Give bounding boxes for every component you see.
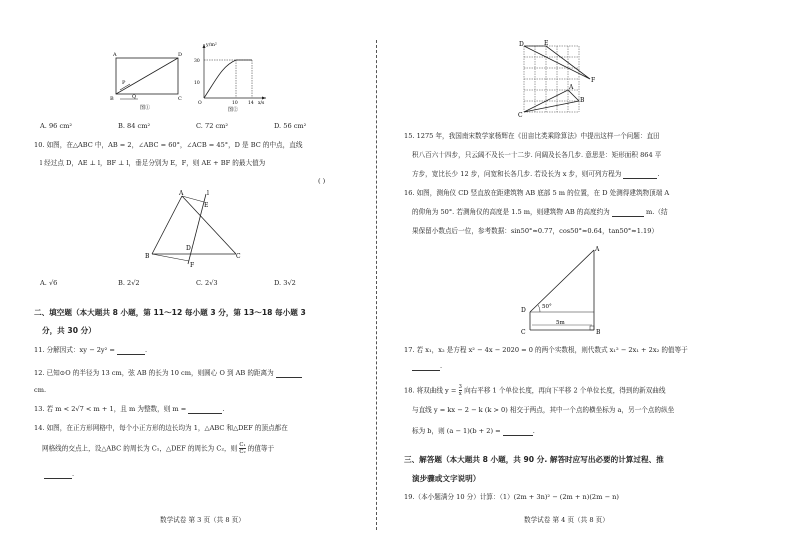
q16-label: 的仰角为 50°. 若测角仪的高度是 1.5 m，则建筑物 AB 的高度约为	[412, 208, 610, 216]
fig9-label-b: B	[110, 96, 114, 102]
section-2-heading-line1: 二、填空题（本大题共 8 小题，第 11～12 每小题 3 分，第 13～18 每小题 3	[34, 308, 306, 317]
fig10-label-d: D	[186, 245, 191, 252]
section-3-heading-line1: 三、解答题（本大题共 8 小题，共 90 分. 解答时应写出必要的计算过程、推	[404, 455, 664, 464]
figure-9-graph	[190, 40, 270, 112]
fig9-sub-1: 图①	[140, 105, 151, 110]
figure-10-triangle	[140, 188, 245, 270]
q16-label-b: m.（结	[646, 208, 668, 216]
q12-answer-blank[interactable]	[276, 370, 302, 378]
q18-fraction	[459, 384, 462, 397]
q18-label-b: 向右平移 1 个单位长度，再向下平移 2 个单位长度，得到的新双曲线	[464, 386, 666, 395]
fig16-label-b: B	[596, 329, 601, 336]
fig10-label-c: C	[236, 253, 241, 260]
fig10-label-l: l	[207, 190, 209, 197]
q18-text-line2: 与直线 y = kx − 2 − k (k > 0) 相交于两点，其中一个点的横坐标为 a，另一个点的纵坐	[412, 406, 675, 414]
q9-option-b[interactable]: B. 84 cm²	[118, 122, 151, 130]
q19-text: 19.（本小题满分 10 分）计算：（1）(2m + 3n)² − (2m + n)(2m − n)	[404, 493, 619, 501]
fig9-origin: O	[198, 101, 202, 106]
fig9-tick-10x: 10	[232, 101, 238, 106]
q12-label: 12. 已知⊙O 的半径为 13 cm，弦 AB 的长为 10 cm，则圆心 O 到 AB 的距离为	[34, 369, 274, 377]
q10-option-d[interactable]: D. 3√2	[274, 279, 296, 287]
section-3-heading-line2: 演步骤或文字说明）	[412, 474, 481, 483]
fig14-label-e: E	[544, 40, 549, 47]
q18-text-line1	[404, 384, 665, 397]
fig9-tick-30: 30	[194, 59, 200, 64]
fig14-label-b: B	[580, 97, 585, 104]
q13-text: 13. 若 m < 2√7 < m + 1，且 m 为整数，则 m = .	[34, 405, 225, 413]
fig10-label-a: A	[179, 190, 184, 197]
q18-frac-den: x	[458, 391, 462, 397]
fig16-distance-label: 5m	[556, 320, 565, 326]
fig9-label-p: P	[122, 80, 126, 86]
q17-answer-blank[interactable]	[412, 363, 440, 371]
q14-frac-den: C₂	[239, 449, 246, 455]
page-4	[378, 0, 794, 560]
q16-answer-blank[interactable]	[612, 209, 644, 217]
q15-text-line2: 积八百六十四步，只云阔不及长一十二步. 问阔及长各几步. 意思是：矩形面积 864 平	[412, 151, 662, 159]
q10-option-b[interactable]: B. 2√2	[118, 279, 140, 287]
section-2-heading-line2: 分，共 30 分）	[42, 326, 96, 335]
q16-text-line1: 16. 如图，测角仪 CD 竖直放在距建筑物 AB 底部 5 m 的位置，在 D 处测得建筑物顶端 A	[404, 189, 670, 197]
q14-label-a: 网格线的交点上，设△ABC 的周长为 C₁，△DEF 的周长为 C₂，则	[42, 444, 238, 453]
q14-fraction	[239, 442, 245, 455]
page-3	[0, 0, 375, 560]
q14-answer-blank[interactable]	[44, 471, 72, 479]
q11-text: 11. 分解因式：xy − 2y² = .	[34, 346, 148, 354]
q16-text-line3: 果保留小数点后一位，参考数据：sin50°≈0.77，cos50°≈0.64，tan50°≈1.19）	[412, 227, 658, 235]
fig16-angle-label: 50°	[542, 304, 552, 310]
fig10-label-f: F	[190, 262, 195, 269]
q14-text-line2	[42, 442, 274, 455]
fig16-label-d: D	[521, 307, 526, 314]
q16-text-line2	[412, 208, 668, 217]
q14-frac-num: C₁	[239, 442, 246, 448]
q10-option-c[interactable]: C. 2√3	[196, 279, 218, 287]
q10-text-line1: 10. 如图，在△ABC 中，AB = 2，∠ABC = 60°，∠ACB = 45°，D 是 BC 的中点，直线	[34, 141, 303, 149]
q12-text-line2: cm.	[34, 386, 47, 394]
q9-option-d[interactable]: D. 56 cm²	[274, 122, 307, 130]
q11-label: 11. 分解因式：xy − 2y² =	[34, 346, 115, 354]
q12-text-line1	[34, 369, 302, 378]
q14-label-b: 的值等于	[247, 444, 275, 453]
q17-text: 17. 若 x₁，x₂ 是方程 x² − 4x − 2020 = 0 的两个实数根，则代数式 x₁² − 2x₁ + 2x₂ 的值等于	[404, 346, 688, 354]
fig14-label-d: D	[519, 41, 524, 48]
page-divider	[376, 40, 377, 530]
fig9-label-a: A	[113, 52, 117, 58]
fig16-label-c: C	[521, 329, 526, 336]
q17-answer-line: .	[412, 362, 442, 371]
fig9-xlabel: x/s	[258, 101, 265, 106]
fig9-tick-10y: 10	[194, 81, 200, 86]
fig9-sub-2: 图②	[228, 107, 239, 112]
q18-text-line3: 标为 b，则 (a − 1)(b + 2) = .	[412, 427, 535, 435]
fig14-label-c: C	[518, 112, 523, 118]
q9-option-c[interactable]: C. 72 cm²	[196, 122, 229, 130]
q10-option-a[interactable]: A. √6	[40, 279, 58, 287]
figure-14-grid	[516, 40, 598, 118]
q13-label: 13. 若 m < 2√7 < m + 1，且 m 为整数，则 m =	[34, 405, 187, 413]
q10-text-line2: l 经过点 D，AE ⊥ l，BF ⊥ l，垂足分别为 E，F，则 AE + BF 的最大值为	[40, 159, 266, 167]
fig16-label-a: A	[595, 246, 600, 253]
q9-option-a[interactable]: A. 96 cm²	[40, 122, 73, 130]
fig9-tick-14: 14	[248, 101, 254, 106]
q15-text-line1: 15. 1275 年，我国南宋数学家杨辉在《田亩比类乘除算法》中提出这样一个问题：直田	[404, 132, 660, 140]
fig9-label-d: D	[178, 52, 183, 58]
q15-label: 方步，宽比长少 12 步，问宽和长各几步. 若设长为 x 步，则可列方程为	[412, 170, 622, 178]
q14-text-line1: 14. 如图，在正方形网格中，每个小正方形的边长均为 1，△ABC 和△DEF 的顶点都在	[34, 424, 288, 432]
fig9-label-q: Q	[132, 94, 137, 100]
q15-text-line3: 方步，宽比长少 12 步，问宽和长各几步. 若设长为 x 步，则可列方程为 .	[412, 170, 660, 178]
q14-answer-line: .	[44, 470, 74, 479]
q15-answer-blank[interactable]	[623, 171, 657, 179]
q11-answer-blank[interactable]	[117, 347, 145, 355]
footer-page-3: 数学试卷 第 3 页（共 8 页）	[160, 516, 245, 524]
figure-16-triangle	[518, 244, 614, 338]
fig9-label-c: C	[178, 96, 182, 102]
fig14-label-f: F	[591, 77, 596, 84]
fig14-label-a: A	[569, 84, 574, 91]
figure-9-rectangle	[108, 46, 186, 110]
fig9-ylabel: y/m²	[206, 43, 217, 48]
q18-label: 标为 b，则 (a − 1)(b + 2) =	[412, 427, 501, 435]
fig10-label-e: E	[204, 202, 209, 209]
q18-label-a: 18. 将双曲线 y =	[404, 386, 457, 395]
q18-frac-num: 3	[458, 384, 462, 390]
fig10-label-b: B	[145, 253, 150, 260]
q18-answer-blank[interactable]	[503, 428, 533, 436]
footer-page-4: 数学试卷 第 4 页（共 8 页）	[524, 516, 609, 524]
q13-answer-blank[interactable]	[188, 406, 222, 414]
q10-answer-paren: ( )	[318, 177, 326, 185]
